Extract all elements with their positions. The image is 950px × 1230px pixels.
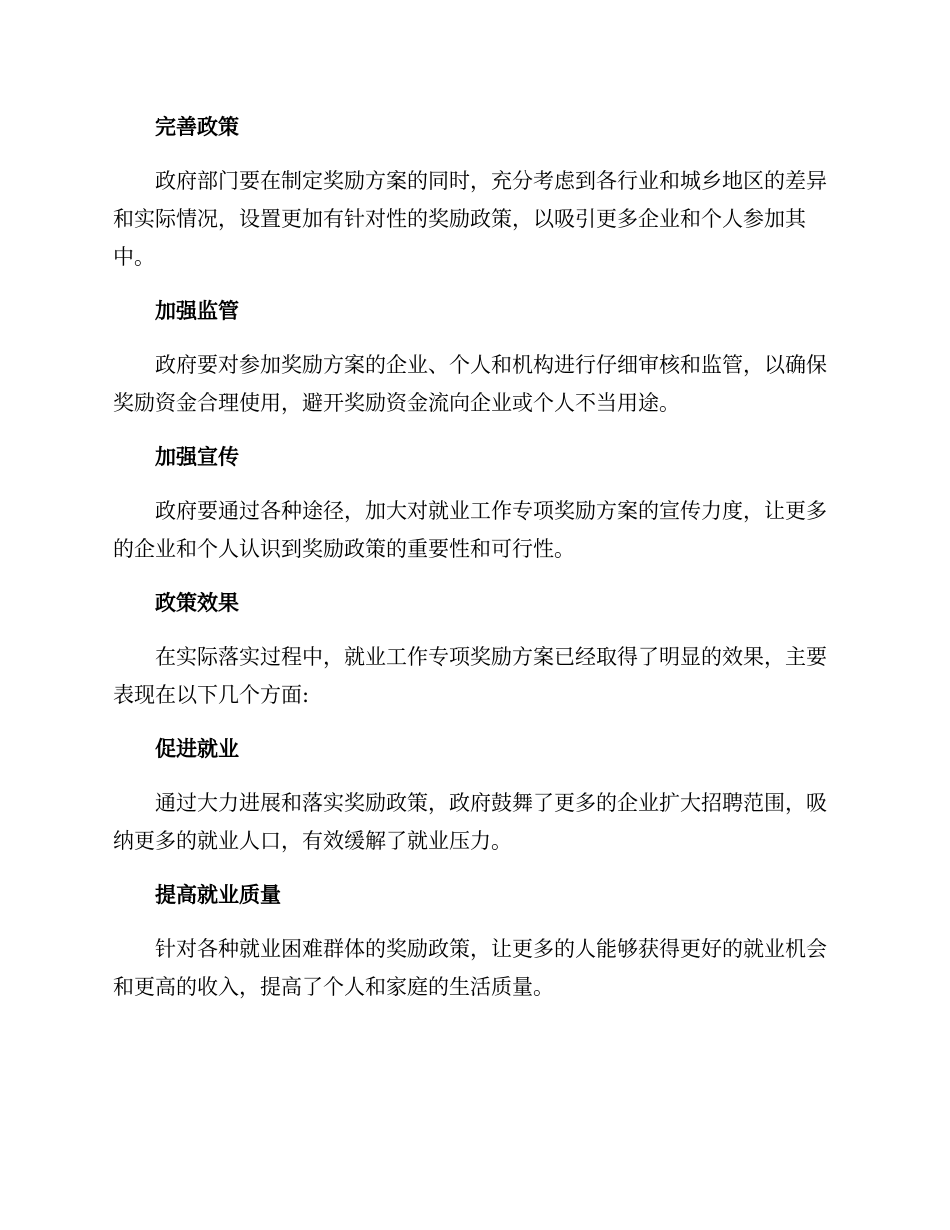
section-heading-publicity: 加强宣传 [155,445,239,469]
section-body-policy-effects: 在实际落实过程中，就业工作专项奖励方案已经取得了明显的效果，主要表现在以下几个方面: [113,645,827,707]
section-body-supervision: 政府要对参加奖励方案的企业、个人和机构进行仔细审核和监管，以确保奖励资金合理使用，避开奖励资金流向企业或个人不当用途。 [113,353,827,415]
section-heading-employment-quality: 提高就业质量 [155,883,281,907]
section-body-publicity: 政府要通过各种途径，加大对就业工作专项奖励方案的宣传力度，让更多的企业和个人认识到奖励政策的重要性和可行性。 [113,499,827,561]
section-heading-policy-improvement: 完善政策 [155,115,239,139]
section-body-policy-improvement: 政府部门要在制定奖励方案的同时，充分考虑到各行业和城乡地区的差异和实际情况，设置更加有针对性的奖励政策，以吸引更多企业和个人参加其中。 [113,169,827,269]
section-heading-supervision: 加强监管 [155,299,239,323]
section-body-promote-employment: 通过大力进展和落实奖励政策，政府鼓舞了更多的企业扩大招聘范围，吸纳更多的就业人口，有效缓解了就业压力。 [113,791,827,853]
document-page [113,108,833,1006]
section-heading-promote-employment: 促进就业 [155,737,239,761]
section-body-employment-quality: 针对各种就业困难群体的奖励政策，让更多的人能够获得更好的就业机会和更高的收入，提高了个人和家庭的生活质量。 [113,937,827,999]
section-heading-policy-effects: 政策效果 [155,591,239,615]
